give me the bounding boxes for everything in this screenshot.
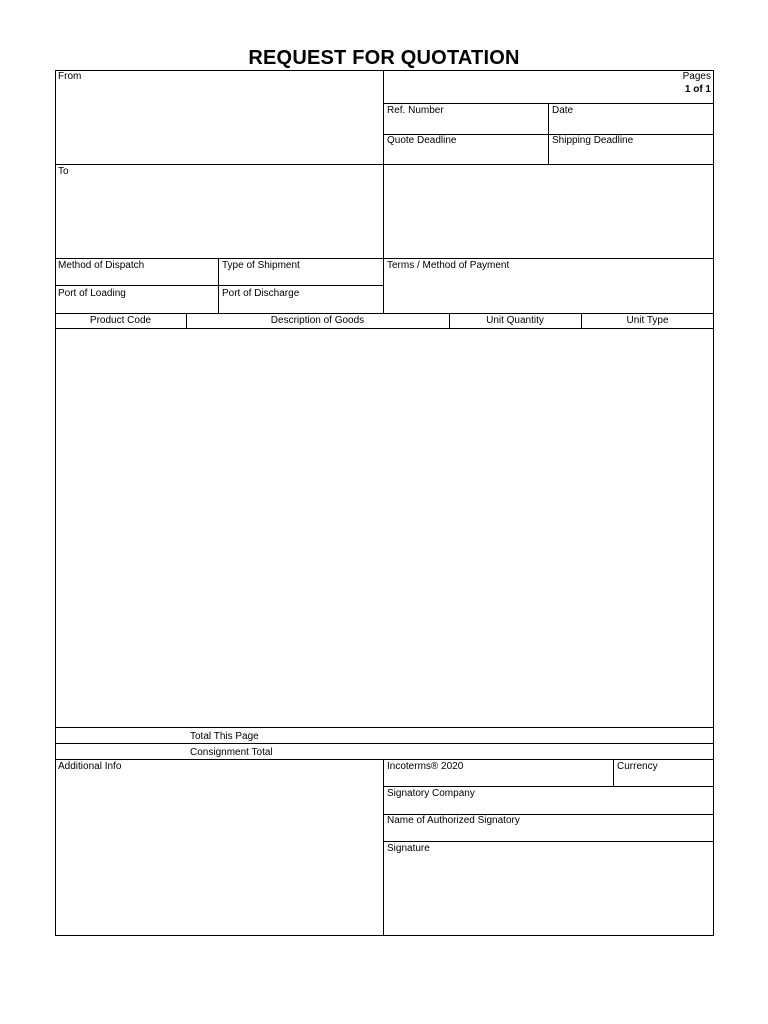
pages-value: 1 of 1	[684, 84, 711, 95]
divider	[548, 103, 549, 164]
port-of-discharge-label: Port of Discharge	[222, 288, 300, 299]
terms-payment-label: Terms / Method of Payment	[387, 260, 510, 271]
total-this-page-label: Total This Page	[190, 731, 259, 742]
divider	[55, 285, 383, 286]
consignment-total-label: Consignment Total	[190, 747, 273, 758]
divider	[55, 313, 714, 314]
additional-info-label: Additional Info	[58, 761, 122, 772]
to-field-label: To	[58, 166, 69, 177]
divider	[55, 164, 714, 165]
column-header-product-code: Product Code	[89, 315, 152, 326]
method-of-dispatch-label: Method of Dispatch	[58, 260, 145, 271]
signatory-company-label: Signatory Company	[387, 788, 475, 799]
divider	[55, 258, 714, 259]
divider	[613, 759, 614, 786]
port-of-loading-label: Port of Loading	[58, 288, 126, 299]
type-of-shipment-label: Type of Shipment	[222, 260, 300, 271]
authorized-signatory-label: Name of Authorized Signatory	[387, 815, 520, 826]
line-items-area[interactable]	[56, 329, 713, 727]
pages-label: Pages	[682, 71, 711, 82]
shipping-deadline-label: Shipping Deadline	[552, 135, 634, 146]
signature-label: Signature	[387, 843, 430, 854]
divider	[55, 727, 714, 728]
divider	[383, 841, 714, 842]
divider	[383, 786, 714, 787]
column-header-unit-type: Unit Type	[626, 315, 669, 326]
divider	[55, 743, 714, 744]
divider	[55, 759, 714, 760]
quote-deadline-label: Quote Deadline	[387, 135, 457, 146]
from-field-label: From	[58, 71, 82, 82]
page-title: REQUEST FOR QUOTATION	[248, 47, 520, 69]
column-header-unit-quantity: Unit Quantity	[486, 315, 544, 326]
currency-label: Currency	[617, 761, 658, 772]
ref-number-label: Ref. Number	[387, 105, 444, 116]
incoterms-label: Incoterms® 2020	[387, 761, 464, 772]
divider	[383, 70, 384, 313]
date-label: Date	[552, 105, 574, 116]
column-header-description: Description of Goods	[270, 315, 365, 326]
